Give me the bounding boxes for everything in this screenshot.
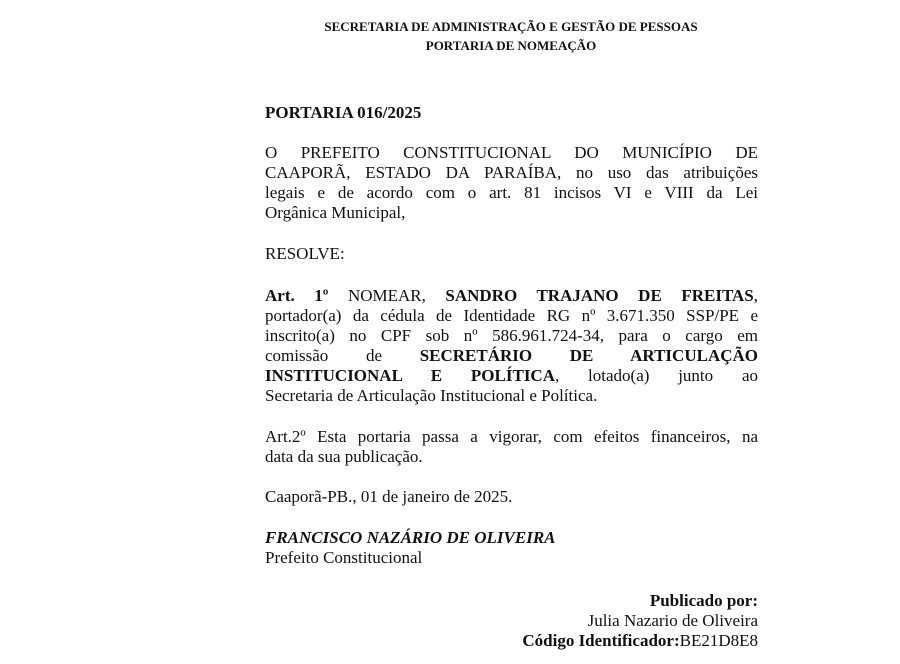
article-1 [265,286,758,406]
article-1-line [265,366,758,386]
signatory-name: FRANCISCO NAZÁRIO DE OLIVEIRA [265,528,556,547]
publication-block [265,591,758,651]
header-secretariat: SECRETARIA DE ADMINISTRAÇÃO E GESTÃO DE PESSOAS [324,19,698,34]
role-title: SECRETÁRIO DE ARTICULAÇÃO [419,346,758,365]
article-2-line: Art.2º Esta portaria passa a vigorar, com efeitos financeiros, na [265,427,758,446]
identifier-label: Código Identificador: [522,631,680,650]
resolve-heading: RESOLVE: [265,244,345,263]
identifier-line [265,631,758,651]
portaria-title: PORTARIA 016/2025 [265,103,422,122]
published-by-label: Publicado por: [649,591,758,610]
header-document-type: PORTARIA DE NOMEAÇÃO [425,38,597,53]
article-1-text: , [753,286,758,305]
preamble-line: legais e de acordo com o art. 81 incisos VI e VIII da Lei [265,183,758,202]
publisher-name: Julia Nazario de Oliveira [587,611,758,630]
article-1-text: NOMEAR, [328,286,446,305]
article-1-line [265,286,758,306]
preamble-line: O PREFEITO CONSTITUCIONAL DO MUNICÍPIO DE [265,143,758,162]
signature-block [265,528,758,568]
article-1-text: comissão de [265,346,420,365]
article-1-line [265,346,758,366]
appointee-name: SANDRO TRAJANO DE FREITAS [445,286,754,305]
preamble-line: Orgânica Municipal, [265,203,406,222]
article-1-text: , lotado(a) junto ao [555,366,758,385]
signatory-title: Prefeito Constitucional [265,548,423,567]
identifier-code: BE21D8E8 [679,631,758,650]
article-2 [265,427,758,467]
article-1-label: Art. 1º [265,286,329,305]
date-line: Caaporã-PB., 01 de janeiro de 2025. [265,487,513,506]
article-1-line: inscrito(a) no CPF sob nº 586.961.724-34, para o cargo em [265,326,758,345]
article-2-line: data da sua publicação. [265,447,423,466]
article-1-line: Secretaria de Articulação Institucional e Política. [265,386,598,405]
article-1-line: portador(a) da cédula de Identidade RG nº 3.671.350 SSP/PE e [265,306,758,325]
preamble-paragraph [265,143,758,223]
preamble-line: CAAPORÃ, ESTADO DA PARAÍBA, no uso das atribuições [265,163,758,182]
role-title: INSTITUCIONAL E POLÍTICA [265,366,555,385]
